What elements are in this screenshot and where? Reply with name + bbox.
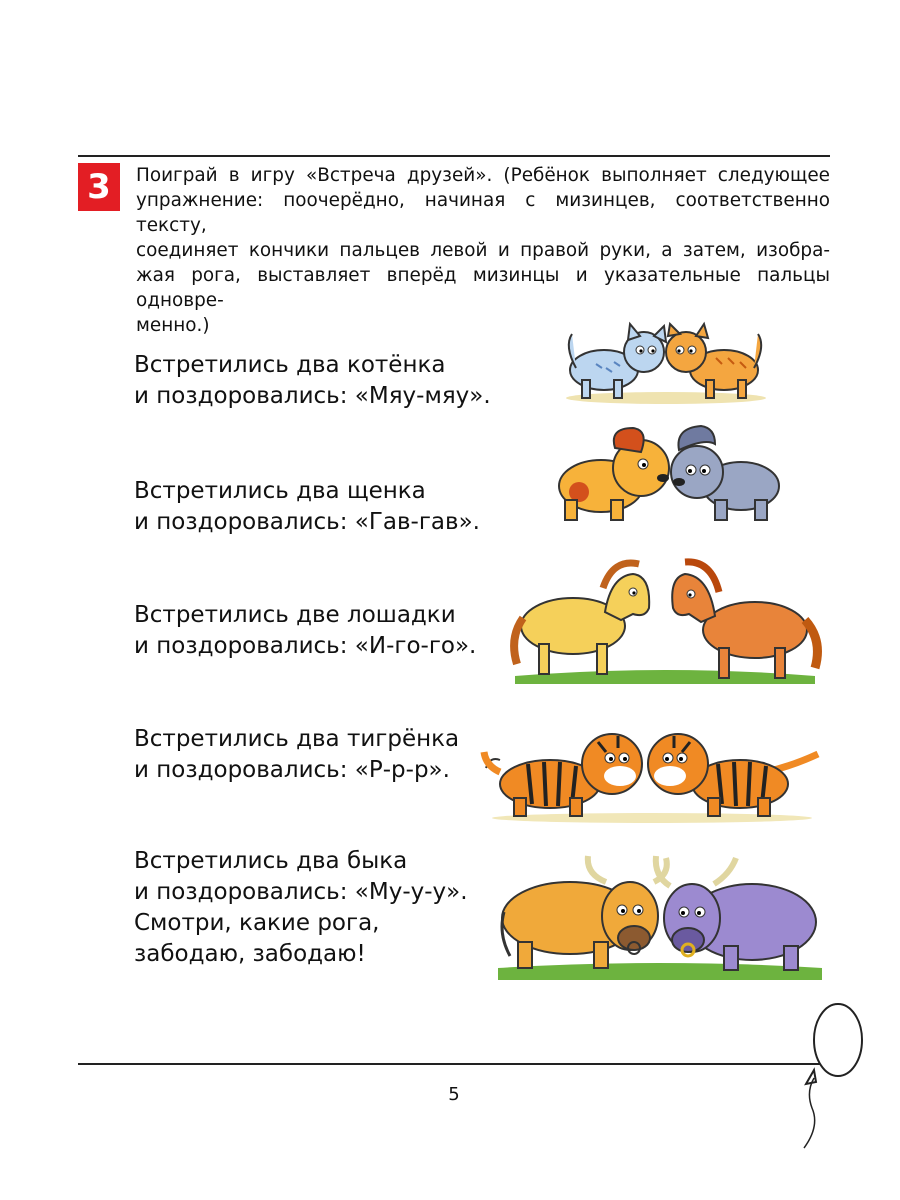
verse-line: Встретились две лошадки	[134, 602, 456, 628]
kittens-illustration	[556, 318, 776, 408]
bulls-illustration	[494, 852, 826, 982]
verse-kittens	[134, 350, 491, 412]
verse-line: Встретились два тигрёнка	[134, 726, 460, 752]
balloon-icon	[792, 1000, 872, 1150]
instruction-line: Поиграй в игру «Встреча друзей». (Ребёнок выполняет следующее	[136, 165, 830, 186]
bottom-rule	[78, 1063, 830, 1065]
tiger-cubs-illustration	[478, 712, 826, 828]
verse-tiger-cubs	[134, 724, 459, 786]
verse-line: и поздоровались: «Му-у-у».	[134, 879, 468, 905]
verse-line: забодаю, забодаю!	[134, 941, 366, 967]
exercise-instruction	[136, 163, 830, 338]
horses-illustration	[505, 548, 825, 690]
instruction-line: соединяет кончики пальцев левой и правой руки, а затем, изобра-	[136, 240, 830, 261]
verse-puppies	[134, 476, 480, 538]
verse-line: и поздоровались: «И-го-го».	[134, 633, 477, 659]
verse-line: и поздоровались: «Гав-гав».	[134, 509, 480, 535]
instruction-line: менно.)	[136, 315, 210, 336]
verse-horses	[134, 600, 476, 662]
instruction-line: упражнение: поочерёдно, начиная с мизинцев, соответственно тексту,	[136, 190, 830, 236]
verse-line: и поздоровались: «Р-р-р».	[134, 757, 450, 783]
verse-line: и поздоровались: «Мяу-мяу».	[134, 383, 491, 409]
puppies-illustration	[545, 420, 785, 530]
page-number: 5	[448, 1084, 460, 1105]
verse-line: Встретились два щенка	[134, 478, 426, 504]
verse-line: Смотри, какие рога,	[134, 910, 380, 936]
verse-line: Встретились два котёнка	[134, 352, 446, 378]
verse-line: Встретились два быка	[134, 848, 408, 874]
verse-bulls	[134, 846, 468, 970]
exercise-number-badge: 3	[78, 163, 120, 211]
instruction-line: жая рога, выставляет вперёд мизинцы и указательные пальцы одновре-	[136, 265, 830, 311]
top-rule	[78, 155, 830, 157]
